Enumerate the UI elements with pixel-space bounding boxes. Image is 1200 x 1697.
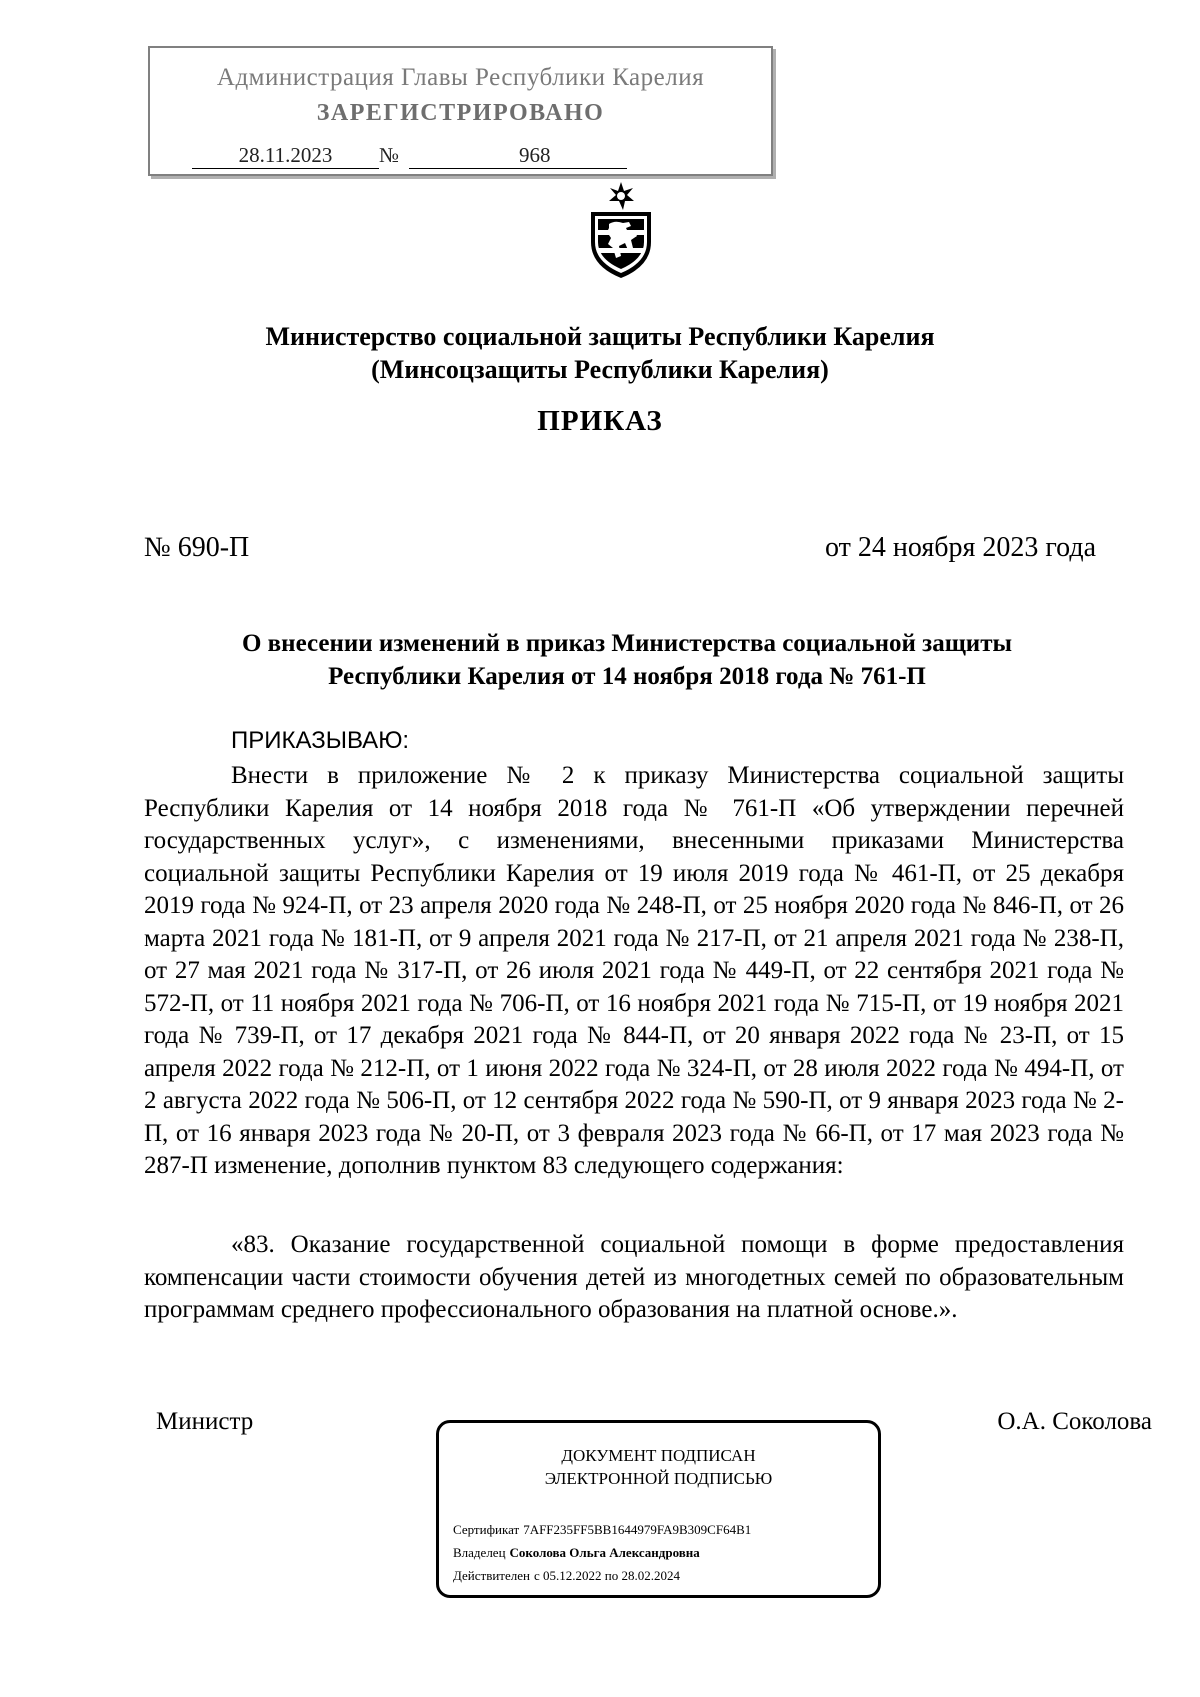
ministry-full-name: Министерство социальной защиты Республики Карелия <box>265 322 935 351</box>
signer-name: О.А. Соколова <box>997 1408 1152 1435</box>
registration-date: 28.11.2023 <box>192 143 379 169</box>
registration-authority: Администрация Главы Республики Карелия <box>216 64 705 91</box>
ministry-short-name: (Минсоцзащиты Республики Карелия) <box>371 355 829 384</box>
order-date: от 24 ноября 2023 года <box>825 532 1096 563</box>
registration-number-label: № <box>379 143 400 167</box>
registration-status: ЗАРЕГИСТРИРОВАНО <box>316 100 605 126</box>
esig-owner <box>453 1545 700 1561</box>
signer-title: Министр <box>156 1408 254 1435</box>
body-paragraph-1 <box>144 760 1124 1183</box>
order-number: № 690-П <box>144 532 250 563</box>
esig-validity-value: с 05.12.2022 по 28.02.2024 <box>533 1568 680 1583</box>
esig-validity-label: Действителен <box>453 1568 530 1583</box>
order-subject <box>144 627 1110 693</box>
document-type: ПРИКАЗ <box>537 405 663 437</box>
registration-stamp <box>148 46 773 176</box>
esig-certificate-label: Сертификат <box>453 1522 520 1537</box>
esig-heading-1: ДОКУМЕНТ ПОДПИСАН <box>561 1446 756 1465</box>
ministry-name <box>0 320 1200 386</box>
decree-heading: ПРИКАЗЫВАЮ: <box>231 727 410 754</box>
subject-line-1: О внесении изменений в приказ Министерства социальной защиты <box>241 630 1013 657</box>
body-paragraph-2 <box>144 1229 1124 1327</box>
registration-number: 968 <box>409 143 627 169</box>
esig-owner-label: Владелец <box>453 1545 506 1560</box>
esig-heading-2: ЭЛЕКТРОННОЙ ПОДПИСЬЮ <box>544 1469 773 1488</box>
esig-owner-value: Соколова Ольга Александровна <box>509 1545 700 1560</box>
paragraph-text: «83. Оказание государственной социальной помощи в форме предоставления компенсации части стоимости обучения детей из многодетных семей по образовательным программам среднего профессионального образования на платной основе.». <box>144 1231 1124 1323</box>
paragraph-text: Внести в приложение № 2 к приказу Министерства социальной защиты Республики Карелия от 14 ноября 2018 года № 761-П «Об утверждении перечней государственных услуг», с изменениями, внесенными приказами Министерства социальной защиты Республики Карелия от 19 июля 2019 года № 461-П, от 25 декабря 2019 года № 924-П, от 23 апреля 2020 года № 248-П, от 25 ноября 2020 года № 846-П, от 26 марта 2021 года № 181-П, от 9 апреля 2021 года № 217-П, от 21 апреля 2021 года № 238-П, от 27 мая 2021 года № 317-П, от 26 июля 2021 года № 449-П, от 22 сентября 2021 года № 572-П, от 11 ноября 2021 года № 706-П, от 16 ноября 2021 года № 715-П, от 19 ноября 2021 года № 739-П, от 17 декабря 2021 года № 844-П, от 20 января 2022 года № 23-П, от 15 апреля 2022 года № 212-П, от 1 июня 2022 года № 324-П, от 28 июля 2022 года № 494-П, от 2 августа 2022 года № 506-П, от 12 сентября 2022 года № 590-П, от 9 января 2023 года № 2-П, от 16 января 2023 года № 20-П, от 3 февраля 2023 года № 66-П, от 17 мая 2023 года № 287-П изменение, дополнив пунктом 83 следующего содержания: <box>144 762 1124 1179</box>
esig-certificate-value: 7AFF235FF5BB1644979FA9B309CF64B1 <box>523 1522 752 1537</box>
coat-of-arms-icon <box>585 180 657 280</box>
electronic-signature-stamp <box>436 1420 881 1598</box>
subject-line-2: Республики Карелия от 14 ноября 2018 года № 761-П <box>328 663 926 690</box>
esig-certificate <box>453 1522 751 1538</box>
esig-validity <box>453 1568 680 1584</box>
